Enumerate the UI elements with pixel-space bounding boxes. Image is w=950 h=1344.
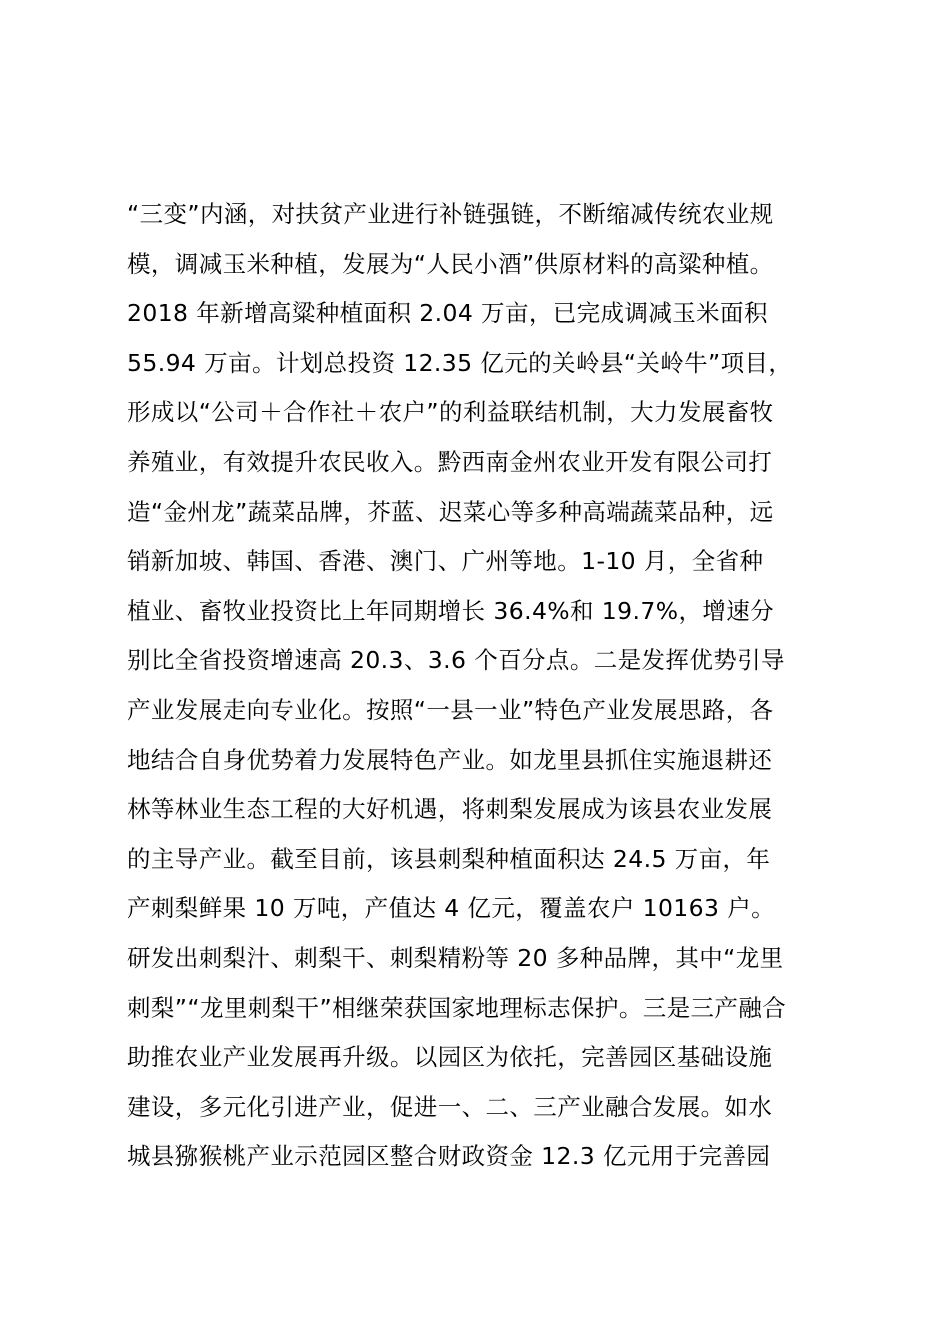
- text-line: 别比全省投资增速高 20.3、3.6 个百分点。二是发挥优势引导: [127, 646, 785, 675]
- text-line: 植业、畜牧业投资比上年同期增长 36.4%和 19.7%，增速分: [127, 596, 775, 625]
- text-line: 2018 年新增高粱种植面积 2.04 万亩，已完成调减玉米面积: [127, 299, 768, 328]
- text-line: 刺梨”“龙里刺梨干”相继荣获国家地理标志保护。三是三产融合: [127, 993, 787, 1022]
- text-line: 城县猕猴桃产业示范园区整合财政资金 12.3 亿元用于完善园: [127, 1142, 771, 1171]
- text-line: 55.94 万亩。计划总投资 12.35 亿元的关岭县“关岭牛”项目，: [127, 348, 793, 377]
- body-paragraph: [127, 190, 847, 1182]
- text-line: 地结合自身优势着力发展特色产业。如龙里县抓住实施退耕还: [127, 745, 773, 774]
- text-line: 研发出刺梨汁、刺梨干、刺梨精粉等 20 多种品牌，其中“龙里: [127, 943, 784, 972]
- text-line: 产刺梨鲜果 10 万吨，产值达 4 亿元，覆盖农户 10163 户。: [127, 894, 776, 923]
- text-line: 助推农业产业发展再升级。以园区为依托，完善园区基础设施: [127, 1043, 773, 1072]
- text-line: 产业发展走向专业化。按照“一县一业”特色产业发展思路，各: [127, 695, 774, 724]
- text-line: “三变”内涵，对扶贫产业进行补链强链，不断缩减传统农业规: [127, 200, 774, 228]
- text-line: 形成以“公司＋合作社＋农户”的利益联结机制，大力发展畜牧: [127, 398, 774, 427]
- text-line: 模，调减玉米种植，发展为“人民小酒”供原材料的高粱种植。: [127, 249, 774, 278]
- text-line: 建设，多元化引进产业，促进一、二、三产业融合发展。如水: [127, 1092, 773, 1121]
- text-line: 销新加坡、韩国、香港、澳门、广州等地。1-10 月，全省种: [127, 547, 764, 576]
- text-line: 林等林业生态工程的大好机遇，将刺梨发展成为该县农业发展: [127, 795, 773, 824]
- text-line: 的主导产业。截至目前，该县刺梨种植面积达 24.5 万亩，年: [127, 844, 771, 873]
- text-line: 造“金州龙”蔬菜品牌，芥蓝、迟菜心等多种高端蔬菜品种，远: [127, 497, 774, 526]
- text-line: 养殖业，有效提升农民收入。黔西南金州农业开发有限公司打: [127, 447, 773, 476]
